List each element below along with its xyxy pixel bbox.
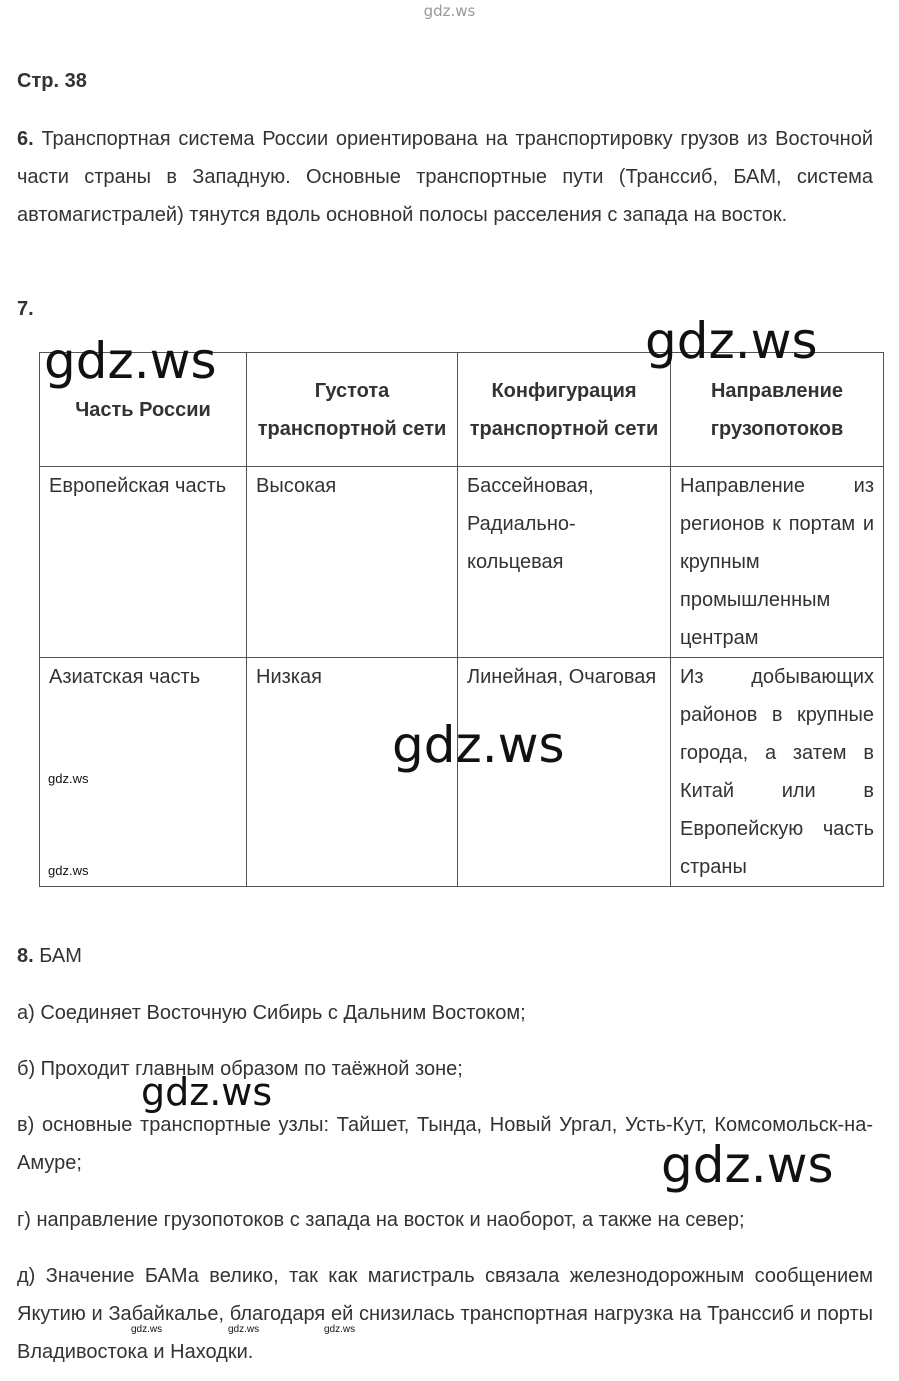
table-row	[40, 467, 884, 658]
task-8-number: 8.	[17, 945, 34, 967]
task-6-text: Транспортная система России ориентирована на транспортировку грузов из Восточной части страны в Западную. Основные транспортные пути (Транссиб, БАМ, система автомагистралей) тянутся вдоль основной полосы расселения с запада на восток.	[17, 128, 873, 226]
task-8-item-b: б) Проходит главным образом по таёжной зоне;	[17, 1058, 463, 1080]
watermark-tiny: gdz.ws	[228, 1324, 260, 1335]
task-8-title: БАМ	[39, 945, 82, 967]
header-density: Густота транспортной сети	[247, 353, 458, 467]
header-configuration: Конфигурация транспортной сети	[458, 353, 671, 467]
task-6	[17, 120, 873, 234]
watermark-small: gdz.ws	[48, 863, 89, 878]
cell-region: Европейская часть	[40, 467, 247, 658]
task-8-item-d: г) направление грузопотоков с запада на восток и наоборот, а также на север;	[17, 1209, 745, 1231]
page-number: Стр. 38	[17, 70, 87, 92]
watermark-small: gdz.ws	[48, 771, 89, 786]
watermark-big: gdz.ws	[141, 1070, 273, 1114]
cell-configuration: Линейная, Очаговая	[458, 658, 671, 887]
transport-table	[39, 352, 884, 887]
watermark-tiny: gdz.ws	[131, 1324, 163, 1335]
cell-density: Низкая	[247, 658, 458, 887]
watermark-tiny: gdz.ws	[324, 1324, 356, 1335]
watermark-big: gdz.ws	[392, 716, 565, 774]
cell-configuration: Бассейновая, Радиально-кольцевая	[458, 467, 671, 658]
task-7-number: 7.	[17, 298, 34, 320]
header-direction: Направление грузопотоков	[671, 353, 884, 467]
cell-direction: Из добывающих районов в крупные города, а затем в Китай или в Европейскую часть страны	[671, 658, 884, 887]
watermark-big: gdz.ws	[661, 1136, 834, 1194]
watermark-big: gdz.ws	[645, 312, 818, 370]
task-8-item-a: а) Соединяет Восточную Сибирь с Дальним Востоком;	[17, 1002, 526, 1024]
task-8-item-c: в) основные транспортные узлы: Тайшет, Тында, Новый Ургал, Усть-Кут, Комсомольск-на-Амуре;	[17, 1114, 873, 1174]
cell-direction: Направление из регионов к портам и крупным промышленным центрам	[671, 467, 884, 658]
cell-region: Азиатская часть	[40, 658, 247, 887]
cell-density: Высокая	[247, 467, 458, 658]
task-6-number: 6.	[17, 128, 34, 150]
watermark-top: gdz.ws	[423, 2, 476, 20]
watermark-big: gdz.ws	[44, 332, 217, 390]
task-8-heading	[17, 937, 873, 975]
header-region: Часть России	[40, 353, 247, 467]
task-8-item-e: д) Значение БАМа велико, так как магистраль связала железнодорожным сообщением Якутию и Забайкалье, благодаря ей снизилась транспортная нагрузка на Транссиб и порты Владивостока и Находки.	[17, 1265, 873, 1363]
